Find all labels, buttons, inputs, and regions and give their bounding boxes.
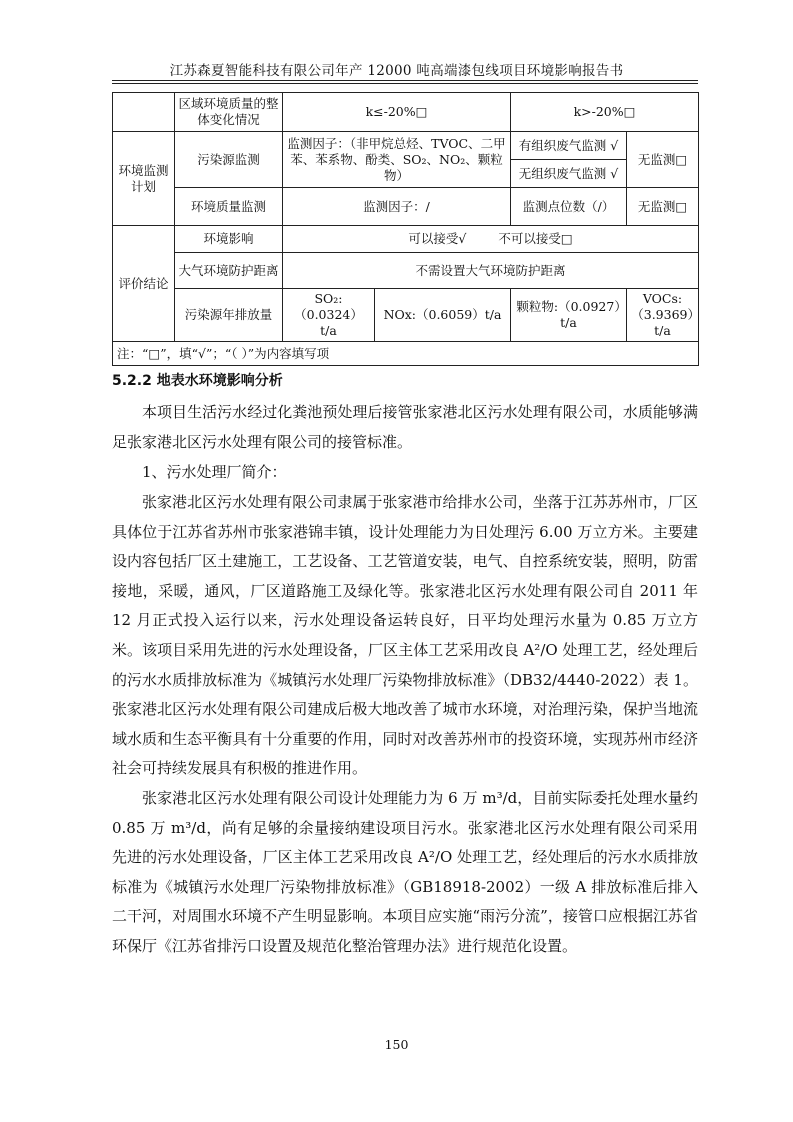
- annual-emission-label: 污染源年排放量: [175, 289, 283, 342]
- emission-vocs: VOCs:（3.9369）t/a: [627, 289, 699, 342]
- table-row-region: [113, 93, 699, 132]
- paragraph: 张家港北区污水处理有限公司隶属于张家港市给排水公司，坐落于江苏苏州市，厂区具体位于江苏省苏州市张家港锦丰镇，设计处理能力为日处理污 6.00 万立方米。主要建设内容包括厂区土建施工，工艺设备、工艺管道安装，电气、自控系统安装，照明，防雷接地，采暖，通风，厂区道路施工及绿化等。张家港北区污水处理有限公司自 2011 年 12 月正式投入运行以来，污水处理设备运转良好，日平均处理污水量为 0.85 万立方米。该项目采用先进的污水处理设备，厂区主体工艺采用改良 A²/O 处理工艺，经处理后的污水水质排放标准为《城镇污水处理厂污染物排放标准》（DB32/4440-2022）表 1。张家港北区污水处理有限公司建成后极大地改善了城市水环境，对治理污染，保护当地流域水质和生态平衡具有十分重要的作用，同时对改善苏州市的投资环境，实现苏州市经济社会可持续发展具有积极的推进作用。: [112, 493, 698, 778]
- monitoring-point-count: 监测点位数（/）: [511, 188, 627, 226]
- region-option-gt: k>-20%□: [511, 93, 699, 132]
- region-change-label: 区域环境质量的整体变化情况: [175, 93, 283, 132]
- organized-gas-monitoring: 有组织废气监测 √: [511, 132, 627, 160]
- page-header-title: 江苏森夏智能科技有限公司年产 12000 吨高端漆包线项目环境影响报告书: [169, 63, 624, 79]
- evaluation-conclusion-label: 评价结论: [113, 226, 175, 342]
- table-cell-empty: [113, 93, 175, 132]
- pollution-source-factors: 监测因子：（非甲烷总烃、TVOC、二甲苯、苯系物、酚类、SO₂、NO₂、颗粒物）: [283, 132, 511, 188]
- protection-distance-label: 大气环境防护距离: [175, 253, 283, 289]
- impact-unacceptable: 不可以接受□: [498, 231, 573, 246]
- header-rule-thin: [112, 83, 698, 84]
- unorganized-gas-monitoring: 无组织废气监测 √: [511, 160, 627, 188]
- table-row-protection: [113, 253, 699, 289]
- emission-nox: NOx:（0.6059）t/a: [375, 289, 511, 342]
- page-number: 150: [384, 1037, 409, 1052]
- assessment-table: [112, 92, 699, 366]
- paragraph: 1、污水处理厂简介：: [142, 463, 287, 481]
- impact-acceptable: 可以接受√: [408, 231, 467, 246]
- region-option-le: k≤-20%□: [283, 93, 511, 132]
- emission-particulate: 颗粒物:（0.0927）t/a: [511, 289, 627, 342]
- env-quality-factors: 监测因子：/: [283, 188, 511, 226]
- pollution-no-monitoring: 无监测□: [627, 132, 699, 188]
- paragraph: 张家港北区污水处理有限公司设计处理能力为 6 万 m³/d，目前实际委托处理水量约 0.85 万 m³/d，尚有足够的余量接纳建设项目污水。张家港北区污水处理有限公司采用先进的污水处理设备，厂区主体工艺采用改良 A²/O 处理工艺，经处理后的污水水质排放标准为《城镇污水处理厂污染物排放标准》（GB18918-2002）一级 A 排放标准后排入二干河，对周围水环境不产生明显影响。本项目应实施“雨污分流”，接管口应根据江苏省环保厅《江苏省排污口设置及规范化整治管理办法》进行规范化设置。: [112, 789, 698, 955]
- table-row-pollution-monitoring: [113, 132, 699, 160]
- table-row-env-quality: [113, 188, 699, 226]
- table-row-impact: [113, 226, 699, 253]
- pollution-source-label: 污染源监测: [175, 132, 283, 188]
- env-impact-options: [283, 226, 699, 253]
- table-row-emissions: [113, 289, 699, 342]
- monitoring-plan-label: 环境监测计划: [113, 132, 175, 226]
- header-rule: [112, 80, 698, 81]
- emission-so2: SO₂:（0.0324）t/a: [283, 289, 375, 342]
- env-impact-label: 环境影响: [175, 226, 283, 253]
- table-note: 注：“□”，填“√”；“（ ）”为内容填写项: [113, 342, 699, 366]
- paragraph: 本项目生活污水经过化粪池预处理后接管张家港北区污水处理有限公司，水质能够满足张家港北区污水处理有限公司的接管标准。: [112, 403, 698, 451]
- table-row-note: [113, 342, 699, 366]
- protection-distance-value: 不需设置大气环境防护距离: [283, 253, 699, 289]
- env-no-monitoring: 无监测□: [627, 188, 699, 226]
- env-quality-label: 环境质量监测: [175, 188, 283, 226]
- section-heading: 5.2.2 地表水环境影响分析: [112, 373, 283, 389]
